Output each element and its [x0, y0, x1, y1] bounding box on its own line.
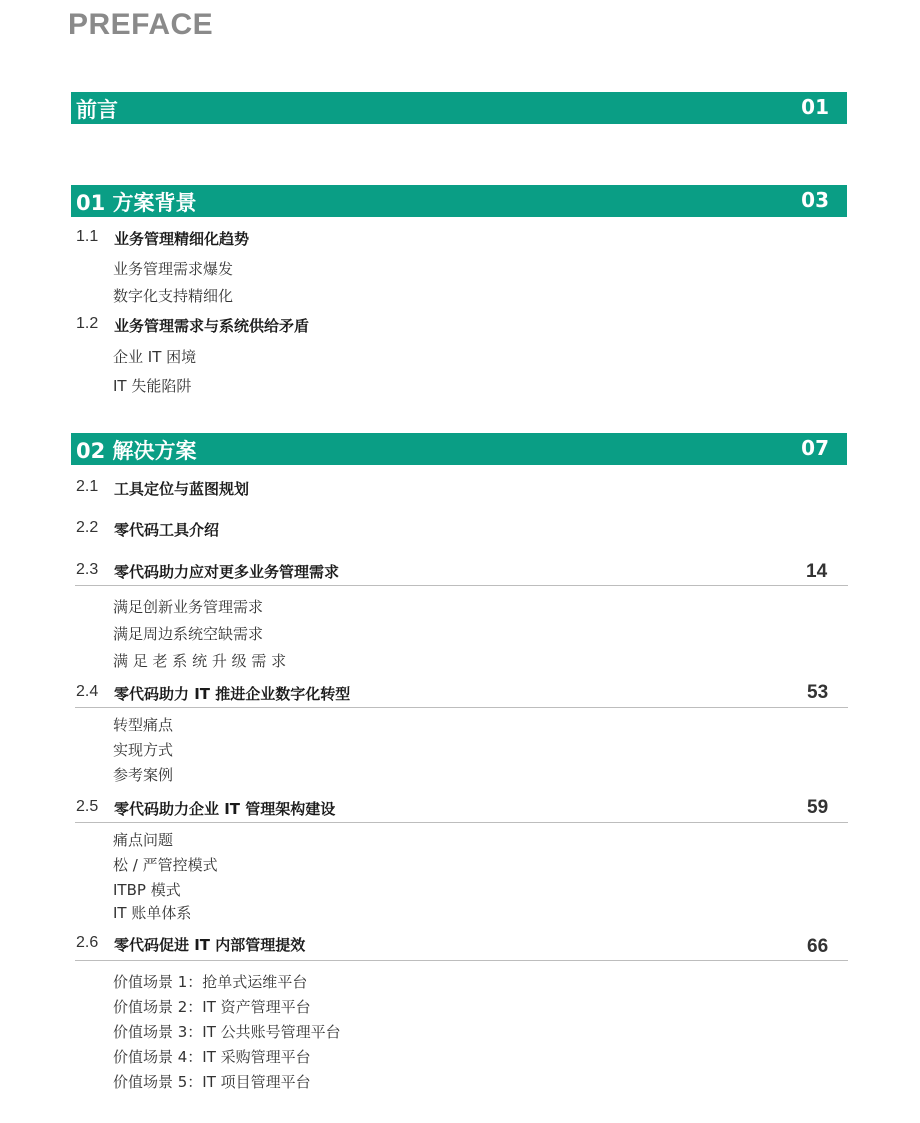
section-page-number: 66 [807, 936, 829, 957]
toc-item[interactable]: 价值场景 1：抢单式运维平台 [113, 973, 308, 991]
chapter-page: 01 [801, 95, 829, 119]
section-title: 业务管理需求与系统供给矛盾 [114, 317, 310, 335]
toc-item[interactable]: 满足创新业务管理需求 [113, 598, 264, 616]
section-title: 零代码助力 IT 推进企业数字化转型 [114, 685, 351, 703]
toc-item[interactable]: 价值场景 3：IT 公共账号管理平台 [113, 1023, 341, 1041]
toc-item[interactable]: 企业 IT 困境 [113, 348, 197, 366]
chapter-bar-preface[interactable] [71, 92, 847, 124]
toc-item[interactable]: IT 账单体系 [113, 904, 192, 922]
toc-item[interactable]: IT 失能陷阱 [113, 377, 192, 395]
chapter-page: 07 [801, 436, 829, 460]
toc-item[interactable]: 满 足 老 系 统 升 级 需 求 [113, 652, 287, 670]
section-divider [75, 960, 848, 961]
chapter-page: 03 [801, 188, 829, 212]
section-number: 2.5 [76, 798, 99, 815]
toc-item[interactable]: 转型痛点 [113, 716, 174, 734]
section-number: 2.2 [76, 519, 99, 536]
section-number: 2.1 [76, 478, 99, 495]
section-number: 2.6 [76, 934, 99, 951]
section-divider [75, 585, 848, 586]
section-title: 零代码促进 IT 内部管理提效 [114, 936, 306, 954]
toc-item[interactable]: 满足周边系统空缺需求 [113, 625, 264, 643]
chapter-title: 前言 [76, 98, 118, 122]
chapter-title: 02 解决方案 [76, 439, 197, 463]
section-title: 零代码工具介绍 [114, 521, 220, 539]
toc-item[interactable]: 数字化支持精细化 [113, 287, 234, 305]
toc-item[interactable]: 价值场景 2：IT 资产管理平台 [113, 998, 311, 1016]
section-title: 零代码助力应对更多业务管理需求 [114, 563, 340, 581]
section-number: 1.2 [76, 315, 99, 332]
section-divider [75, 707, 848, 708]
toc-item[interactable]: 价值场景 4：IT 采购管理平台 [113, 1048, 311, 1066]
section-number: 2.3 [76, 561, 99, 578]
section-title: 零代码助力企业 IT 管理架构建设 [114, 800, 336, 818]
toc-item[interactable]: 痛点问题 [113, 831, 174, 849]
toc-item[interactable]: 参考案例 [113, 766, 174, 784]
toc-item[interactable]: ITBP 模式 [113, 881, 181, 899]
toc-item[interactable]: 松 / 严管控模式 [113, 856, 218, 874]
section-title: 工具定位与蓝图规划 [114, 480, 250, 498]
chapter-title: 01 方案背景 [76, 191, 197, 215]
toc-item[interactable]: 业务管理需求爆发 [113, 260, 234, 278]
toc-item[interactable]: 价值场景 5：IT 项目管理平台 [113, 1073, 311, 1091]
chapter-bar-01[interactable] [71, 185, 847, 217]
section-page-number: 53 [807, 682, 829, 703]
section-number: 1.1 [76, 228, 99, 245]
section-page-number: 14 [806, 561, 828, 582]
section-number: 2.4 [76, 683, 99, 700]
chapter-bar-02[interactable] [71, 433, 847, 465]
toc-item[interactable]: 实现方式 [113, 741, 174, 759]
section-page-number: 59 [807, 797, 829, 818]
section-divider [75, 822, 848, 823]
page-title: PREFACE [68, 8, 214, 41]
section-title: 业务管理精细化趋势 [114, 230, 250, 248]
